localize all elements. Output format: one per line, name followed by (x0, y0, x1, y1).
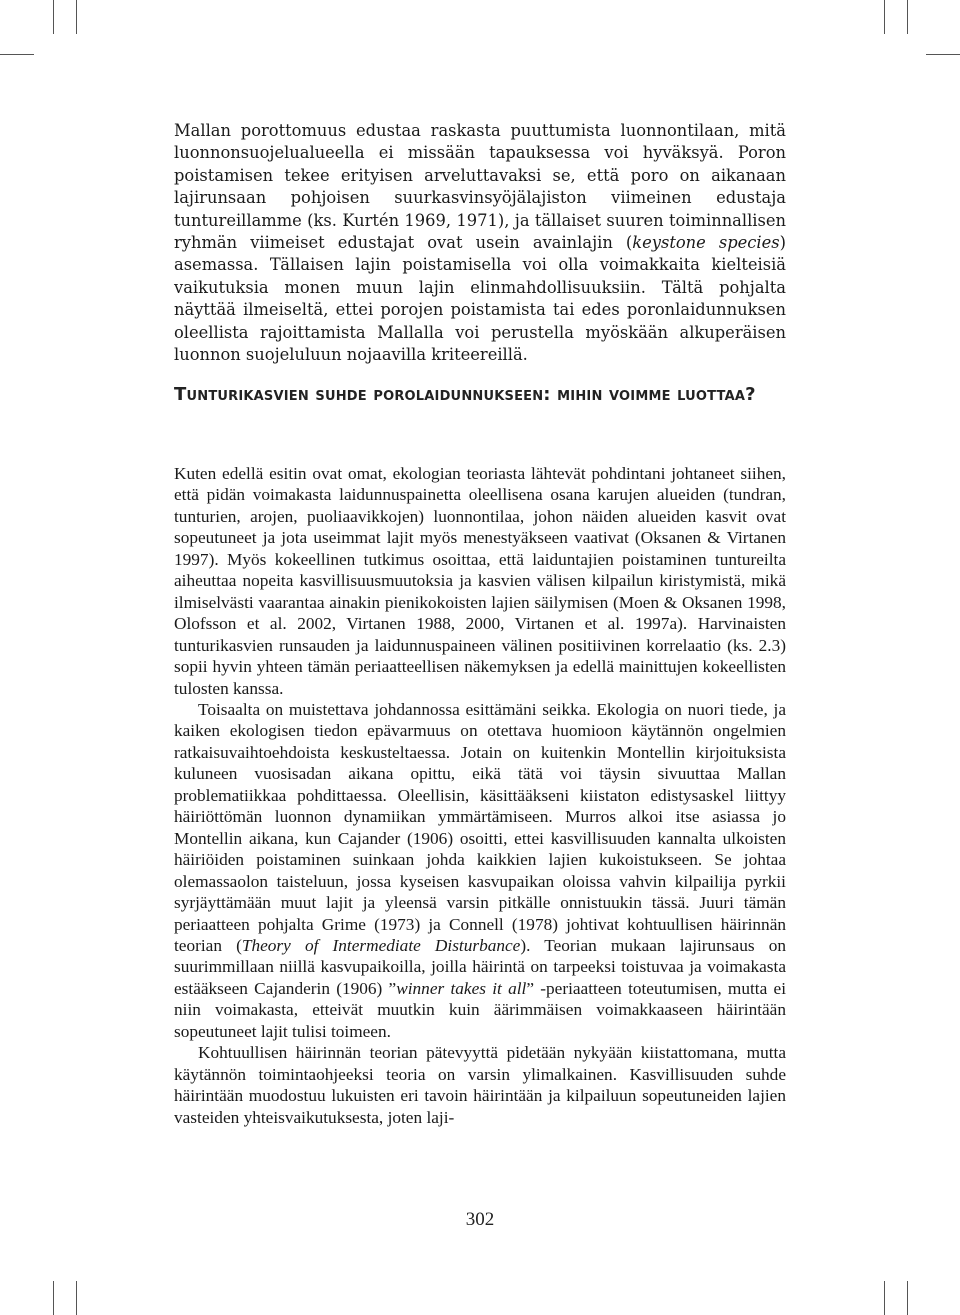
crop-mark (0, 54, 34, 55)
paragraph-text: ). Teorian mukaan lajirunsaus on suurimmillaan niillä kasvupaikoilla, joilla häirintä on tarpeeksi toistuvaa ja voimakasta estääkseen Cajanderin (1906) ” (174, 935, 786, 998)
section-body (174, 463, 786, 1128)
crop-mark (907, 1281, 908, 1315)
crop-mark (76, 0, 77, 34)
paragraph (174, 699, 786, 1042)
paragraph (174, 120, 786, 366)
italic-term: keystone species (632, 233, 780, 253)
crop-mark (884, 0, 885, 34)
crop-mark (76, 1281, 77, 1315)
paragraph-text: ” -periaatteen toteutumisen, mutta ei niin voimakasta, etteivät muutkin kuin äärimmäisen voimakkaaseen häirintään sopeutuneet lajit tulisi toimeen. (174, 978, 787, 1041)
crop-mark (53, 0, 54, 34)
intro-paragraph-block (174, 120, 786, 366)
paragraph: Kohtuullisen häirinnän teorian pätevyyttä pidetään nykyään kiistattomana, mutta käytännön toimintaohjeeksi teoria on varsin ylimalkainen. Kasvillisuuden suhde häirintään muodostuu lukuisten eri tavoin häirintään ja kilpailuun sopeutuneiden lajien vasteiden yhteisvaikutuksesta, joten laji- (174, 1043, 786, 1127)
crop-mark (884, 1281, 885, 1315)
crop-mark (53, 1281, 54, 1315)
page-number: 302 (465, 1209, 495, 1230)
crop-mark (907, 0, 908, 34)
italic-term: Theory of Intermediate Disturbance (241, 935, 521, 955)
paragraph-text: ) asemassa. Tällaisen lajin poistamisella voi olla voimakkaita kielteisiä vaikutuksia monen muun lajin elinmahdollisuuksiin. Tältä pohjalta näyttää ilmeiseltä, ettei porojen poistamista tai edes poronlaidunnuksen oleellista rajoittamista Mallalla voi perustella myöskään alkuperäisen luonnon suojeluluun nojaavilla kriteereillä. (174, 233, 786, 365)
paragraph-text: Mallan porottomuus edustaa raskasta puuttumista luonnontilaan, mitä luonnonsuojelualueella ei missään tapauksessa voi hyväksyä. Poron poistamisen tekee erityisen arveluttavaksi se, että poro on aikanaan lajirunsaan pohjoisen suurkasvinsyöjälajiston viimeinen edustaja tuntureillamme (ks. Kurtén 1969, 1971), ja tällaiset suuren toiminnallisen ryhmän viimeiset edustajat ovat usein avainlajin ( (174, 121, 786, 253)
section-heading: Tunturikasvien suhde porolaidunnukseen: mihin voimme luottaa? (174, 384, 756, 405)
paragraph: Kuten edellä esitin ovat omat, ekologian teoriasta lähtevät pohdintani johtaneet siihen, että pidän voimakasta laidunnuspainetta oleellisena osana karujen alueiden (tundran, tunturien, arojen, puoliaavikkojen) luonnontilaa, johon näiden alueiden kasvit ovat sopeutuneet ja jota useimmat lajit myös menestyäkseen vaativat (Oksanen & Virtanen 1997). Myös kokeellinen tutkimus osoittaa, että laiduntajien poistaminen tuntureilta aiheuttaa nopeita kasvillisuusmuutoksia ja kasvien välisen kilpailun kiristymistä, mikä ilmiselvästi vaarantaa ainakin pienikokoisten lajien säilymisen (Moen & Oksanen 1998, Olofsson et al. 2002, Virtanen 1988, 2000, Virtanen et al. 1997a). Harvinaisten tunturikasvien runsauden ja laidunnuspaineen välinen positiivinen korrelaatio (ks. 2.3) sopii hyvin yhteen tämän periaatteellisen näkemyksen ja edellä mainittujen kokeellisten tulosten kanssa. (174, 464, 786, 698)
crop-mark (926, 54, 960, 55)
paragraph-text: Toisaalta on muistettava johdannossa esittämäni seikka. Ekologia on nuori tiede, ja kaiken ekologisen tiedon epävarmuus on otettava huomioon käytännön ongelmien ratkaisuvaihtoehdoista keskusteltaessa. Jotain on kuitenkin Montellin kirjoituksista kuluneen vuosisadan aikana opittu, eikä tätä voi täysin sivuuttaa Mallan problematiikkaa pohdittaessa. Oleellisin, käsittääkseni kiistaton edistysaskel liittyy häiriöttömän luonnon dynamiikan ymmärtämiseen. Murros alkoi itse asiassa jo Montellin aikana, kun Cajander (1906) osoitti, ettei kasvillisuuden kannalta ulkoisten häiriöiden poistaminen suinkaan johda kaikkien lajien kukoistukseen. Se johtaa olemassaolon taisteluun, jossa kyseisen kasvupaikan oloissa vahvin kilpailija pyrkii syrjäyttämään muut lajit ja yleensä varsin pitkälle onnistuukin tässä. Juuri tämän periaatteen pohjalta Grime (1973) ja Connell (1978) johtivat kohtuullisen häirinnän teorian ( (174, 699, 786, 955)
italic-term: winner takes it all (396, 978, 527, 998)
